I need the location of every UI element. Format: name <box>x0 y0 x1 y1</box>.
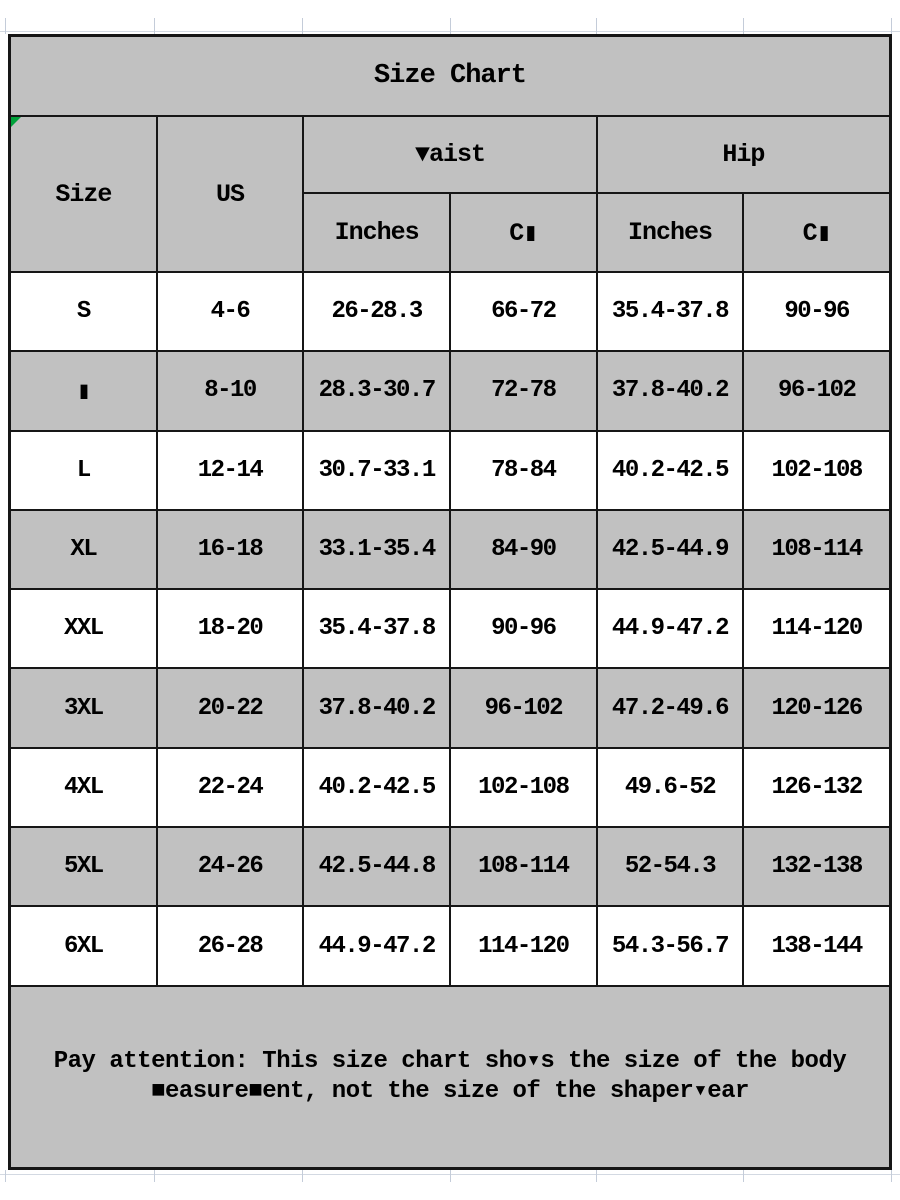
cell-waist-cm: 108-114 <box>450 827 597 906</box>
cell-waist-cm: 72-78 <box>450 351 597 430</box>
cell-hip-cm: 96-102 <box>743 351 890 430</box>
cell-hip-cm: 114-120 <box>743 589 890 668</box>
gridline-tick-bottom <box>743 1170 744 1182</box>
col-header-size <box>10 116 157 272</box>
col-group-waist: ▼aist <box>303 116 596 193</box>
col-header-us: US <box>157 116 304 272</box>
cell-waist-cm: 66-72 <box>450 272 597 351</box>
note-line-2: ■easure■ent, not the size of the shaper▾ear <box>151 1077 749 1105</box>
cell-size: 6XL <box>10 906 157 985</box>
cell-waist-in: 35.4-37.8 <box>303 589 450 668</box>
table-row <box>10 668 890 747</box>
gridline-tick-top <box>450 18 451 34</box>
table-row <box>10 748 890 827</box>
cell-size: ▮ <box>10 351 157 430</box>
cell-hip-in: 52-54.3 <box>597 827 744 906</box>
cell-waist-in: 28.3-30.7 <box>303 351 450 430</box>
table-row <box>10 351 890 430</box>
cell-waist-cm: 114-120 <box>450 906 597 985</box>
cell-size: XL <box>10 510 157 589</box>
cell-us: 16-18 <box>157 510 304 589</box>
cell-hip-in: 47.2-49.6 <box>597 668 744 747</box>
gridline-tick-top <box>743 18 744 34</box>
chart-title: Size Chart <box>10 36 890 116</box>
table-row <box>10 272 890 351</box>
cell-us: 20-22 <box>157 668 304 747</box>
gridline-tick-top <box>5 18 6 34</box>
cell-waist-in: 40.2-42.5 <box>303 748 450 827</box>
gridline-tick-bottom <box>891 1170 892 1182</box>
gridline-tick-top <box>891 18 892 34</box>
note-line-1: Pay attention: This size chart sho▾s the size of the body <box>53 1047 847 1075</box>
gridline-tick-bottom <box>154 1170 155 1182</box>
cell-size: L <box>10 431 157 510</box>
gridline-tick-top <box>302 18 303 34</box>
table-row <box>10 431 890 510</box>
table-row <box>10 827 890 906</box>
cell-size: 4XL <box>10 748 157 827</box>
cell-waist-cm: 84-90 <box>450 510 597 589</box>
col-header-hip-cm: C▮ <box>743 193 890 272</box>
cell-flag-icon <box>11 117 21 127</box>
cell-us: 26-28 <box>157 906 304 985</box>
cell-hip-cm: 138-144 <box>743 906 890 985</box>
gridline-tick-top <box>596 18 597 34</box>
cell-hip-cm: 102-108 <box>743 431 890 510</box>
cell-hip-in: 42.5-44.9 <box>597 510 744 589</box>
cell-waist-cm: 78-84 <box>450 431 597 510</box>
size-chart-table <box>8 34 892 1170</box>
table-row <box>10 906 890 985</box>
cell-size: S <box>10 272 157 351</box>
cell-hip-cm: 126-132 <box>743 748 890 827</box>
gridline-tick-bottom <box>302 1170 303 1182</box>
cell-us: 18-20 <box>157 589 304 668</box>
cell-hip-cm: 90-96 <box>743 272 890 351</box>
col-header-size-label: Size <box>55 179 112 209</box>
col-header-hip-inches: Inches <box>597 193 744 272</box>
cell-waist-cm: 102-108 <box>450 748 597 827</box>
cell-us: 22-24 <box>157 748 304 827</box>
col-group-hip: Hip <box>597 116 890 193</box>
cell-hip-in: 35.4-37.8 <box>597 272 744 351</box>
cell-hip-in: 49.6-52 <box>597 748 744 827</box>
cell-us: 24-26 <box>157 827 304 906</box>
gridline-tick-bottom <box>5 1170 6 1182</box>
gridline-tick-bottom <box>596 1170 597 1182</box>
col-header-waist-inches: Inches <box>303 193 450 272</box>
cell-us: 12-14 <box>157 431 304 510</box>
note <box>10 986 890 1168</box>
cell-waist-cm: 90-96 <box>450 589 597 668</box>
cell-waist-in: 37.8-40.2 <box>303 668 450 747</box>
cell-waist-in: 42.5-44.8 <box>303 827 450 906</box>
cell-hip-in: 44.9-47.2 <box>597 589 744 668</box>
cell-hip-in: 54.3-56.7 <box>597 906 744 985</box>
cell-waist-cm: 96-102 <box>450 668 597 747</box>
table-row <box>10 510 890 589</box>
cell-us: 8-10 <box>157 351 304 430</box>
gridline-tick-top <box>154 18 155 34</box>
cell-waist-in: 44.9-47.2 <box>303 906 450 985</box>
cell-size: 3XL <box>10 668 157 747</box>
cell-size: XXL <box>10 589 157 668</box>
cell-waist-in: 26-28.3 <box>303 272 450 351</box>
cell-hip-in: 37.8-40.2 <box>597 351 744 430</box>
cell-waist-in: 30.7-33.1 <box>303 431 450 510</box>
gridline-tick-bottom <box>450 1170 451 1182</box>
col-header-waist-cm: C▮ <box>450 193 597 272</box>
cell-hip-cm: 120-126 <box>743 668 890 747</box>
cell-hip-in: 40.2-42.5 <box>597 431 744 510</box>
cell-waist-in: 33.1-35.4 <box>303 510 450 589</box>
table-row <box>10 589 890 668</box>
cell-hip-cm: 108-114 <box>743 510 890 589</box>
cell-us: 4-6 <box>157 272 304 351</box>
cell-hip-cm: 132-138 <box>743 827 890 906</box>
cell-size: 5XL <box>10 827 157 906</box>
